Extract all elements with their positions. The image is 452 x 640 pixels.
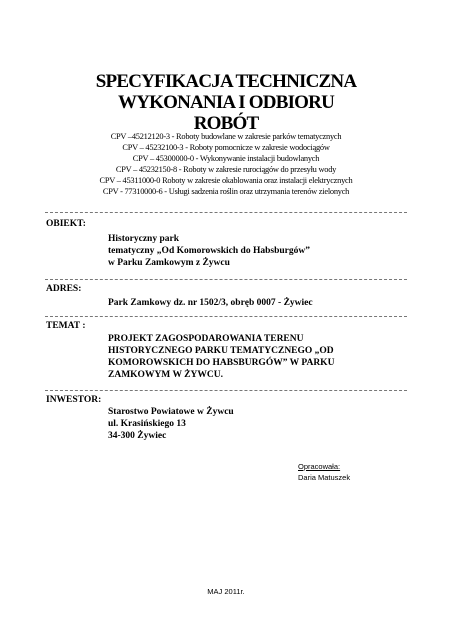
adres-line: Park Zamkowy dz. nr 1502/3, obręb 0007 - Żywiec: [108, 298, 313, 308]
obiekt-line: tematyczny „Od Komorowskich do Habsburgów”: [108, 246, 310, 256]
temat-line: ZAMKOWYM W ŻYWCU.: [108, 370, 223, 380]
document-date: MAJ 2011r.: [207, 587, 245, 596]
inwestor-line: 34-300 Żywiec: [108, 431, 167, 441]
section-divider: [45, 212, 407, 213]
section-divider: [45, 316, 407, 317]
cpv-line: CPV – 45311000-0 Roboty w zakresie okablowania oraz instalacji elektrycznych: [99, 176, 353, 185]
inwestor-line: Starostwo Powiatowe w Żywcu: [108, 407, 234, 417]
temat-label: TEMAT :: [46, 321, 86, 331]
cpv-line: CPV – 45232150-8 - Roboty w zakresie rurociągów do przesyłu wody: [115, 165, 337, 174]
title-line-3: ROBÓT: [193, 113, 259, 134]
section-divider: [45, 279, 407, 280]
cpv-line: CPV –45212120-3 - Roboty budowlane w zakresie parków tematycznych: [110, 132, 342, 141]
obiekt-label: OBIEKT:: [46, 219, 86, 229]
inwestor-label: INWESTOR:: [46, 395, 102, 405]
cpv-line: CPV - 77310000-6 - Usługi sadzenia roślin oraz utrzymania terenów zielonych: [102, 187, 350, 196]
prepared-label: Opracowała:: [298, 462, 341, 471]
temat-line: KOMOROWSKICH DO HABSBURGÓW” W PARKU: [108, 358, 335, 368]
cpv-line: CPV – 45232100-3 - Roboty pomocnicze w zakresie wodociągów: [122, 143, 330, 152]
temat-line: PROJEKT ZAGOSPODAROWANIA TERENU: [108, 334, 304, 344]
temat-line: HISTORYCZNEGO PARKU TEMATYCZNEGO „OD: [108, 346, 334, 356]
inwestor-line: ul. Krasińskiego 13: [108, 419, 186, 429]
title-line-2: WYKONANIA I ODBIORU: [118, 92, 334, 113]
cpv-line: CPV – 45300000-0 - Wykonywanie instalacji budowlanych: [132, 154, 320, 163]
section-divider: [45, 390, 407, 391]
adres-label: ADRES:: [46, 284, 82, 294]
obiekt-line: w Parku Zamkowym z Żywcu: [108, 258, 230, 268]
title-line-1: SPECYFIKACJA TECHNICZNA: [95, 71, 357, 92]
obiekt-line: Historyczny park: [108, 234, 179, 244]
prepared-name: Daria Matuszek: [298, 473, 351, 482]
